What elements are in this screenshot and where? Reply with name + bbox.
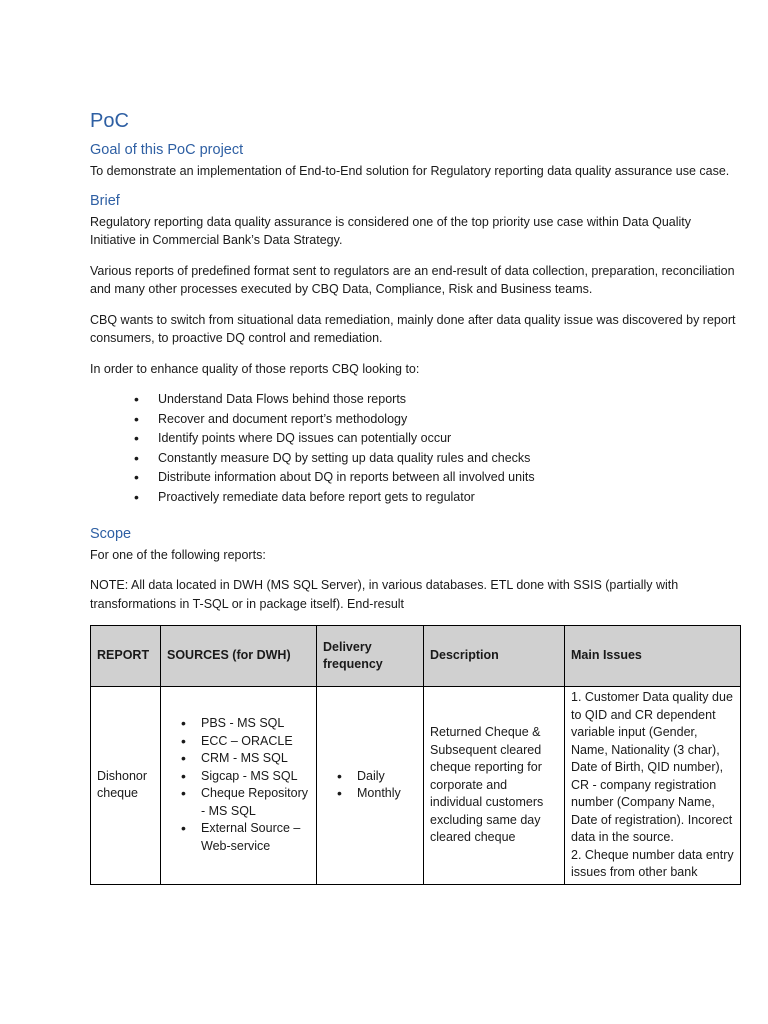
reports-table (90, 625, 741, 885)
document-page (90, 108, 740, 885)
scope-paragraph: For one of the following reports: (90, 547, 266, 562)
goals-bullet-list (90, 390, 740, 508)
brief-paragraph: In order to enhance quality of those reports CBQ looking to: (90, 361, 420, 376)
brief-paragraph: Regulatory reporting data quality assurance is considered one of the top priority use case within Data Quality Initiative in Commercial Bank’s Data Strategy. (90, 214, 692, 247)
frequency-cell (317, 687, 424, 885)
list-item: • Identify points where DQ issues can potentially occur (134, 429, 740, 449)
scope-heading: Scope (90, 525, 132, 542)
list-item: • Constantly measure DQ by setting up data quality rules and checks (134, 449, 740, 469)
list-item: • Recover and document report’s methodology (134, 410, 740, 430)
table-row (91, 687, 741, 885)
brief-heading: Brief (90, 192, 120, 209)
list-item: • Cheque Repository - MS SQL (181, 785, 310, 820)
column-header-description: Description (424, 626, 565, 687)
table-header-row (91, 626, 741, 687)
column-header-issues: Main Issues (565, 626, 741, 687)
issue-item: 1. Customer Data quality due to QID and CR dependent variable input (Gender, Name, Nationality (3 char), Date of Birth, QID number), CR - company registration number (Company Name, Date of registration). Incorect data in the source. (571, 690, 733, 845)
list-item: • Proactively remediate data before report gets to regulator (134, 488, 740, 508)
list-item: • Understand Data Flows behind those reports (134, 390, 740, 410)
sources-cell (161, 687, 317, 885)
sources-list (167, 715, 310, 855)
list-item: • Sigcap - MS SQL (181, 768, 310, 786)
list-item: • PBS - MS SQL (181, 715, 310, 733)
column-header-frequency: Delivery frequency (317, 626, 424, 687)
column-header-sources: SOURCES (for DWH) (161, 626, 317, 687)
list-item: • External Source – Web-service (181, 820, 310, 855)
goal-heading: Goal of this PoC project (90, 142, 244, 158)
goal-text: To demonstrate an implementation of End-to-End solution for Regulatory reporting data quality assurance use case. (90, 164, 730, 178)
list-item: • Daily (337, 768, 417, 786)
document-title: PoC (90, 110, 129, 132)
brief-paragraph: Various reports of predefined format sent to regulators are an end-result of data collection, preparation, reconciliation and many other processes executed by CBQ Data, Compliance, Risk and Business teams. (90, 263, 735, 296)
issue-item: 2. Cheque number data entry issues from other bank (571, 847, 734, 880)
brief-paragraph: CBQ wants to switch from situational data remediation, mainly done after data quality issue was discovered by report consumers, to proactive DQ control and remediation. (90, 312, 736, 345)
description-cell: Returned Cheque & Subsequent cleared cheque reporting for corporate and individual customers excluding same day cleared cheque (424, 687, 565, 885)
column-header-report: REPORT (91, 626, 161, 687)
list-item: • Distribute information about DQ in reports between all involved units (134, 468, 740, 488)
list-item: • CRM - MS SQL (181, 750, 310, 768)
frequency-list (323, 768, 417, 803)
list-item: • Monthly (337, 785, 417, 803)
report-cell: Dishonor cheque (91, 687, 161, 885)
list-item: • ECC – ORACLE (181, 733, 310, 751)
issues-cell (565, 687, 741, 885)
scope-note: NOTE: All data located in DWH (MS SQL Server), in various databases. ETL done with SSIS (partially with transformations in T-SQL or in package itself). End-result (90, 578, 679, 611)
